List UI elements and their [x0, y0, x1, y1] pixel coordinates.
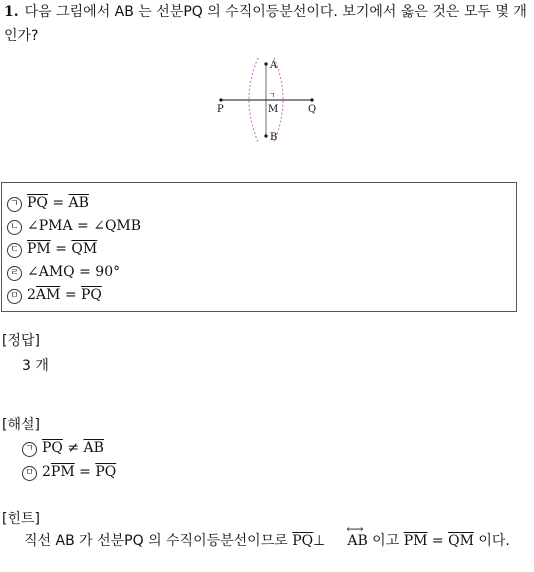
right-angle-mark: ㄱ	[268, 91, 276, 100]
perpendicular-bisector-figure	[212, 54, 322, 146]
explanation-heading: [해설]	[2, 417, 40, 433]
option-marker: ㄴ	[7, 220, 22, 235]
explanation-marker: ㅁ	[22, 466, 37, 481]
option-4: ㄹ ∠AMQ = 90°	[7, 262, 120, 282]
option-marker: ㄱ	[7, 197, 22, 212]
label-p: P	[217, 104, 224, 115]
options-box	[1, 182, 517, 312]
label-m: M	[268, 104, 279, 115]
hint-text: 직선 AB 가 선분PQ 의 수직이등분선이므로 $\overline{PQ}\perp$ ⟷ AB 이고 $\overline{PM} = \overline{QM}$ 이다.	[2, 528, 530, 554]
question-body: 다음 그림에서 AB 는 선분PQ 의 수직이등분선이다. 보기에서 옳은 것은 모두 몇 개인가?	[4, 4, 527, 44]
question-text	[4, 0, 530, 48]
option-3: ㄷ $\overline{PM} = \overline{QM}$	[7, 239, 97, 259]
option-2: ㄴ ∠PMA = ∠QMB	[7, 216, 141, 236]
explanation-item-1: ㄱ $\overline{PQ} \ne \overline{AB}$	[22, 440, 104, 457]
option-1: ㄱ $\overline{PQ} = \overline{AB}$	[7, 193, 89, 213]
hint-heading: [힌트]	[2, 511, 40, 527]
line-ab-notation: ⟷ AB	[325, 528, 367, 554]
label-b: B	[270, 132, 278, 143]
point-a	[264, 62, 267, 65]
option-marker: ㅁ	[7, 289, 22, 304]
question-number: 1.	[4, 4, 19, 20]
label-a: A	[270, 60, 278, 71]
explanation-item-2: ㅁ $2\overline{PM} = \overline{PQ}$	[22, 464, 116, 481]
option-marker: ㄹ	[7, 266, 22, 281]
option-marker: ㄷ	[7, 243, 22, 258]
answer-heading: [정답]	[2, 333, 40, 349]
answer-value: 3 개	[22, 358, 49, 374]
option-5: ㅁ $2\overline{AM} = \overline{PQ}$	[7, 285, 102, 305]
point-p	[219, 98, 222, 101]
explanation-marker: ㄱ	[22, 442, 37, 457]
point-b	[264, 134, 267, 137]
label-q: Q	[308, 104, 317, 115]
point-q	[310, 98, 313, 101]
